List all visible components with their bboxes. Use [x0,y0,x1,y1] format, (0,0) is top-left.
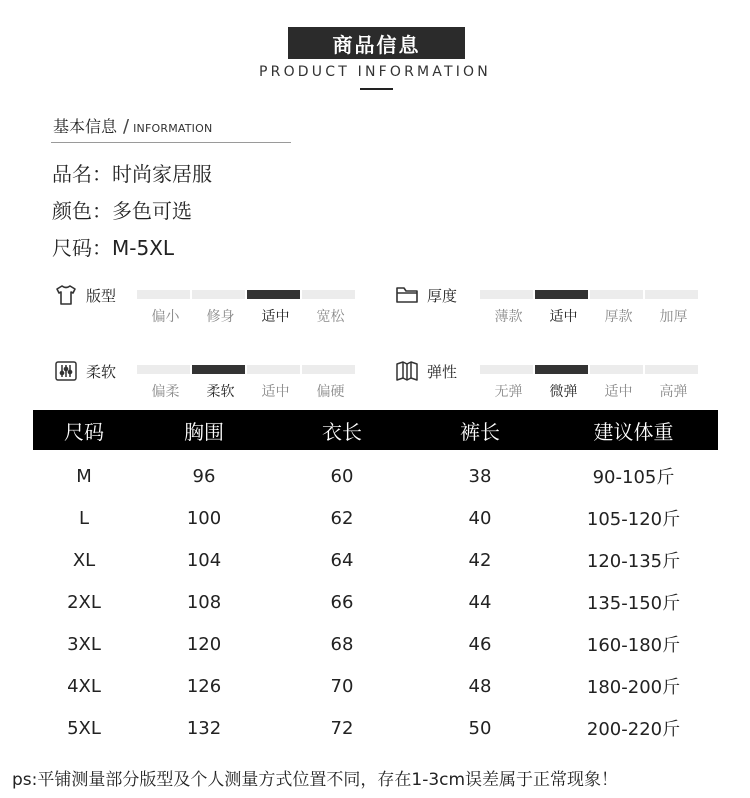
folder-icon [395,283,419,307]
col-header-size: 尺码 [64,419,104,444]
table-cell: 66 [330,591,354,613]
table-cell: 48 [468,675,492,697]
basic-info-divider [51,142,291,143]
page-subtitle: PRODUCT INFORMATION [259,64,491,80]
attr-elasticity-seg-2 [535,365,588,374]
title-underline [360,88,393,90]
table-row [33,665,718,707]
table-cell: 135-150斤 [586,593,681,614]
attr-softness-option-selected: 柔软 [206,384,235,400]
table-cell: 120 [186,633,222,655]
attr-fit-seg-4 [302,290,355,299]
table-cell: 104 [186,549,222,571]
table-row [33,455,718,497]
col-header-chest: 胸围 [184,419,224,444]
attr-thickness-seg-2 [535,290,588,299]
table-row [33,581,718,623]
table-cell: 105-120斤 [586,509,681,530]
table-cell: 40 [468,507,492,529]
attr-fit-seg-3 [247,290,300,299]
sliders-icon [54,359,78,383]
attr-fit-seg-1 [137,290,190,299]
table-cell: 5XL [67,717,101,739]
attr-fit [54,283,116,307]
attr-fit-option-selected: 适中 [261,309,290,325]
attr-elasticity-seg-4 [645,365,698,374]
table-cell: 42 [468,549,492,571]
info-color: 颜色：多色可选 [52,199,192,223]
table-row [33,497,718,539]
table-cell: 200-220斤 [586,719,681,740]
basic-info-heading-sep: / [123,116,130,137]
attr-thickness-option: 加厚 [659,309,688,325]
basic-info-heading [53,114,212,137]
measurement-footnote: ps:平铺测量部分版型及个人测量方式位置不同，存在1-3cm误差属于正常现象！ [12,770,619,790]
table-row [33,539,718,581]
table-cell: 90-105斤 [592,467,675,488]
table-cell: 60 [330,465,354,487]
table-cell: 126 [186,675,222,697]
col-header-pants-length: 裤长 [460,419,500,444]
table-cell: 120-135斤 [586,551,681,572]
table-cell: 180-200斤 [586,677,681,698]
table-row [33,707,718,749]
table-cell: L [78,507,90,529]
attr-elasticity-scale [480,365,698,374]
attr-thickness-option-selected: 适中 [549,309,578,325]
table-cell: 132 [186,717,222,739]
attr-fit-option: 偏小 [151,309,180,325]
table-cell: M [76,465,92,487]
attr-softness-option: 偏柔 [151,384,180,400]
table-cell: 96 [192,465,216,487]
attr-fit-option: 修身 [206,309,235,325]
attr-fit-seg-2 [192,290,245,299]
attr-elasticity-label: 弹性 [427,362,458,381]
page-title: 商品信息 [288,27,465,59]
col-header-top-length: 衣长 [322,419,362,444]
table-cell: 50 [468,717,492,739]
info-size: 尺码：M-5XL [52,236,175,260]
attr-softness-label: 柔软 [86,362,117,381]
table-cell: 68 [330,633,354,655]
table-cell: 62 [330,507,354,529]
attr-fit-options [139,306,357,326]
table-row [33,623,718,665]
table-cell: 46 [468,633,492,655]
basic-info-heading-en: INFORMATION [133,122,213,135]
table-cell: 70 [330,675,354,697]
table-cell: 108 [186,591,222,613]
attr-softness-scale [137,365,355,374]
attr-thickness-seg-4 [645,290,698,299]
attr-thickness-option: 薄款 [494,309,523,325]
attr-elasticity-options [482,381,700,401]
attr-softness-seg-3 [247,365,300,374]
table-cell: 72 [330,717,354,739]
tshirt-icon [54,283,78,307]
attr-thickness-label: 厚度 [427,286,458,305]
table-cell: 38 [468,465,492,487]
attr-elasticity-option: 无弹 [494,384,523,400]
attr-softness-seg-2 [192,365,245,374]
attr-softness-option: 适中 [261,384,290,400]
attr-softness-seg-1 [137,365,190,374]
basic-info-heading-cn: 基本信息 [53,117,118,136]
table-cell: 2XL [67,591,101,613]
attr-thickness-options [482,306,700,326]
size-table-header [33,410,718,450]
col-header-weight: 建议体重 [593,419,674,444]
info-product-name: 品名：时尚家居服 [52,162,212,186]
attr-elasticity-option-selected: 微弹 [549,384,578,400]
attr-fit-option: 宽松 [316,309,345,325]
attr-thickness [395,283,457,307]
attr-thickness-option: 厚款 [604,309,633,325]
attr-elasticity [395,359,457,383]
table-cell: 44 [468,591,492,613]
table-cell: 160-180斤 [586,635,681,656]
table-cell: 3XL [67,633,101,655]
attr-elasticity-option: 适中 [604,384,633,400]
attr-elasticity-seg-1 [480,365,533,374]
attr-thickness-seg-3 [590,290,643,299]
table-cell: XL [72,549,96,571]
attr-thickness-seg-1 [480,290,533,299]
table-cell: 100 [186,507,222,529]
attr-softness-options [139,381,357,401]
book-icon [395,359,419,383]
attr-softness-seg-4 [302,365,355,374]
attr-fit-scale [137,290,355,299]
attr-softness [54,359,116,383]
table-cell: 4XL [67,675,101,697]
attr-softness-option: 偏硬 [316,384,345,400]
table-cell: 64 [330,549,354,571]
attr-elasticity-option: 高弹 [659,384,688,400]
attr-fit-label: 版型 [86,286,117,305]
attr-elasticity-seg-3 [590,365,643,374]
attr-thickness-scale [480,290,698,299]
